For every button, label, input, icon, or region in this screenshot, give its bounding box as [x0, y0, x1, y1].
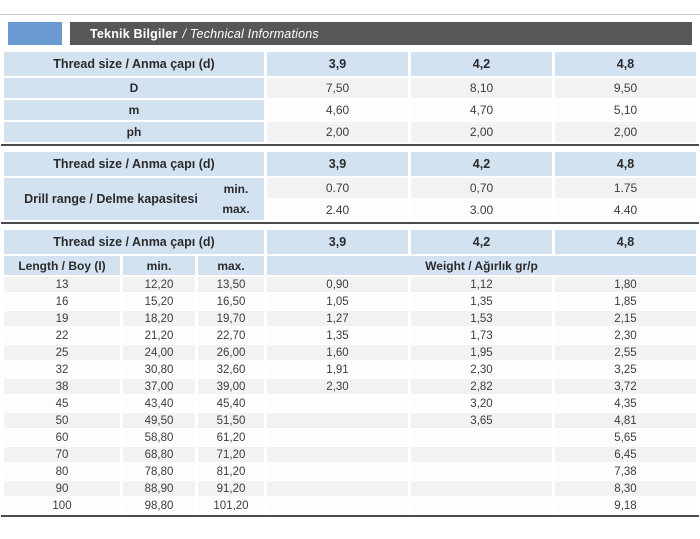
value-cell: 37,00: [123, 379, 195, 394]
value-cell: 6,45: [555, 447, 696, 462]
value-cell: 3.00: [411, 200, 552, 220]
value-cell: 45,40: [198, 396, 264, 411]
value-cell: 1,95: [411, 345, 552, 360]
value-cell: 19,70: [198, 311, 264, 326]
value-cell: [267, 430, 408, 445]
column-header: 3,9: [267, 230, 408, 254]
value-cell: [267, 396, 408, 411]
value-cell: 9,50: [555, 78, 696, 98]
drill-range-label-cell: [4, 178, 264, 220]
value-cell: 4,60: [267, 100, 408, 120]
section-title-tr: Teknik Bilgiler: [90, 26, 178, 41]
length-cell: 45: [4, 396, 120, 411]
value-cell: 21,20: [123, 328, 195, 343]
thread-size-header: Thread size / Anma çapı (d): [4, 52, 264, 76]
table-row: [4, 396, 696, 411]
value-cell: 2,00: [411, 122, 552, 142]
table-row: [4, 152, 696, 176]
value-cell: 1,85: [555, 294, 696, 309]
value-cell: 51,50: [198, 413, 264, 428]
value-cell: [267, 447, 408, 462]
column-header: 4,2: [411, 152, 552, 176]
value-cell: [267, 481, 408, 496]
value-cell: 98,80: [123, 498, 195, 513]
value-cell: 5,10: [555, 100, 696, 120]
thread-size-header: Thread size / Anma çapı (d): [4, 230, 264, 254]
length-cell: 38: [4, 379, 120, 394]
value-cell: [411, 481, 552, 496]
length-cell: 50: [4, 413, 120, 428]
length-cell: 60: [4, 430, 120, 445]
value-cell: [411, 447, 552, 462]
value-cell: 2,30: [267, 379, 408, 394]
table-row: [4, 498, 696, 513]
thread-dimensions-table: [1, 50, 699, 146]
length-cell: 80: [4, 464, 120, 479]
value-cell: 7,50: [267, 78, 408, 98]
value-cell: [267, 464, 408, 479]
value-cell: 1,91: [267, 362, 408, 377]
column-header: 4,8: [555, 152, 696, 176]
table-row: [4, 464, 696, 479]
value-cell: [411, 464, 552, 479]
row-label: D: [4, 78, 264, 98]
min-header: min.: [123, 256, 195, 275]
value-cell: 1,60: [267, 345, 408, 360]
column-header: 3,9: [267, 52, 408, 76]
table-row: [4, 100, 696, 120]
section-title-bar: [70, 22, 692, 45]
section-title-en: / Technical Informations: [182, 26, 319, 41]
length-cell: 13: [4, 277, 120, 292]
value-cell: 43,40: [123, 396, 195, 411]
value-cell: 1,27: [267, 311, 408, 326]
value-cell: 0,70: [411, 178, 552, 198]
table-row: [4, 345, 696, 360]
drill-range-table: [1, 150, 699, 224]
section-header: [0, 22, 700, 45]
value-cell: 3,65: [411, 413, 552, 428]
length-cell: 16: [4, 294, 120, 309]
value-cell: [267, 413, 408, 428]
length-cell: 100: [4, 498, 120, 513]
value-cell: 71,20: [198, 447, 264, 462]
value-cell: 1,35: [411, 294, 552, 309]
table-row: [4, 447, 696, 462]
column-header: 4,8: [555, 52, 696, 76]
length-weight-table: [1, 228, 699, 517]
value-cell: 2.40: [267, 200, 408, 220]
value-cell: 1,35: [267, 328, 408, 343]
value-cell: 32,60: [198, 362, 264, 377]
value-cell: 0.70: [267, 178, 408, 198]
value-cell: 15,20: [123, 294, 195, 309]
value-cell: 12,20: [123, 277, 195, 292]
value-cell: 78,80: [123, 464, 195, 479]
value-cell: 1,12: [411, 277, 552, 292]
table-row: [4, 256, 696, 275]
value-cell: 8,30: [555, 481, 696, 496]
table-row: [4, 78, 696, 98]
table-row: [4, 178, 696, 198]
table-row: [4, 311, 696, 326]
min-max-labels: [214, 179, 258, 219]
column-header: 4,8: [555, 230, 696, 254]
value-cell: 91,20: [198, 481, 264, 496]
value-cell: 4.40: [555, 200, 696, 220]
table-row: [4, 413, 696, 428]
technical-info-page: [0, 14, 700, 539]
value-cell: 16,50: [198, 294, 264, 309]
value-cell: 0,90: [267, 277, 408, 292]
accent-square: [8, 22, 62, 45]
value-cell: 81,20: [198, 464, 264, 479]
value-cell: 68,80: [123, 447, 195, 462]
value-cell: [411, 498, 552, 513]
table-row: [4, 52, 696, 76]
value-cell: 1.75: [555, 178, 696, 198]
row-label: ph: [4, 122, 264, 142]
value-cell: 1,80: [555, 277, 696, 292]
value-cell: 2,00: [555, 122, 696, 142]
column-header: 3,9: [267, 152, 408, 176]
value-cell: 58,80: [123, 430, 195, 445]
value-cell: 3,20: [411, 396, 552, 411]
value-cell: 22,70: [198, 328, 264, 343]
value-cell: 9,18: [555, 498, 696, 513]
length-cell: 25: [4, 345, 120, 360]
table-row: [4, 328, 696, 343]
value-cell: 2,00: [267, 122, 408, 142]
value-cell: 1,05: [267, 294, 408, 309]
table-row: [4, 294, 696, 309]
value-cell: 2,82: [411, 379, 552, 394]
table-row: [4, 122, 696, 142]
row-label: m: [4, 100, 264, 120]
value-cell: 2,55: [555, 345, 696, 360]
table-row: [4, 277, 696, 292]
value-cell: 18,20: [123, 311, 195, 326]
max-label: max.: [222, 202, 250, 216]
value-cell: 1,73: [411, 328, 552, 343]
table-row: [4, 481, 696, 496]
value-cell: 88,90: [123, 481, 195, 496]
length-cell: 19: [4, 311, 120, 326]
value-cell: 1,53: [411, 311, 552, 326]
max-header: max.: [198, 256, 264, 275]
value-cell: 24,00: [123, 345, 195, 360]
value-cell: 3,25: [555, 362, 696, 377]
top-divider: [0, 14, 700, 15]
value-cell: 39,00: [198, 379, 264, 394]
column-header: 4,2: [411, 52, 552, 76]
value-cell: [267, 498, 408, 513]
value-cell: 101,20: [198, 498, 264, 513]
value-cell: 26,00: [198, 345, 264, 360]
value-cell: 2,15: [555, 311, 696, 326]
value-cell: 61,20: [198, 430, 264, 445]
value-cell: 4,81: [555, 413, 696, 428]
value-cell: 5,65: [555, 430, 696, 445]
value-cell: 4,35: [555, 396, 696, 411]
value-cell: [411, 430, 552, 445]
value-cell: 3,72: [555, 379, 696, 394]
length-cell: 22: [4, 328, 120, 343]
length-cell: 90: [4, 481, 120, 496]
length-header: Length / Boy (I): [4, 256, 120, 275]
min-label: min.: [223, 182, 249, 196]
value-cell: 4,70: [411, 100, 552, 120]
table-row: [4, 230, 696, 254]
table-row: [4, 362, 696, 377]
length-cell: 32: [4, 362, 120, 377]
value-cell: 2,30: [555, 328, 696, 343]
table-row: [4, 379, 696, 394]
length-cell: 70: [4, 447, 120, 462]
table-row: [4, 430, 696, 445]
value-cell: 49,50: [123, 413, 195, 428]
value-cell: 7,38: [555, 464, 696, 479]
value-cell: 30,80: [123, 362, 195, 377]
value-cell: 2,30: [411, 362, 552, 377]
column-header: 4,2: [411, 230, 552, 254]
thread-size-header: Thread size / Anma çapı (d): [4, 152, 264, 176]
value-cell: 13,50: [198, 277, 264, 292]
value-cell: 8,10: [411, 78, 552, 98]
weight-header: Weight / Ağırlık gr/p: [267, 256, 696, 275]
row-label: Drill range / Delme kapasitesi: [24, 192, 198, 206]
